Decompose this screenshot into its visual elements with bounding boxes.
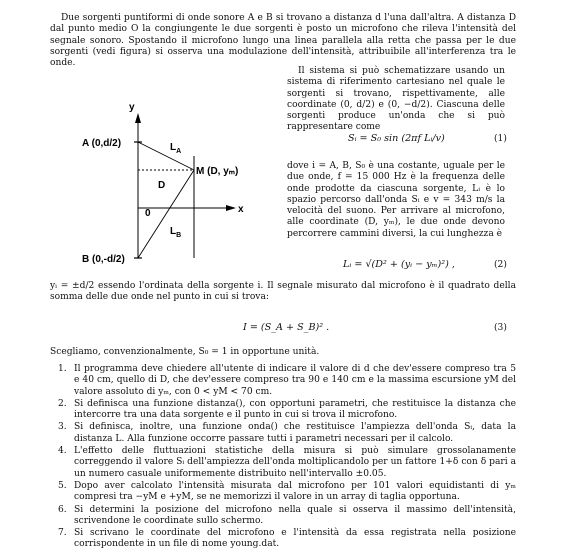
task-list-item-number: 1. — [58, 364, 67, 374]
intro-paragraph: Due sorgenti puntiformi di onde sonore A e B si trovano a distanza d l'una dall'altra. A distanza D dal punto medio O la congiungente le due sorgenti è posto un microfono che rileva l'intensità del segnale sonoro. Spostando il microfono lungo una linea parallela alla retta che passa per le due sorgenti (vedi figura) si osserva una modulazione dell'intensità, attribuibile all'interferenza tra le onde. — [50, 13, 516, 69]
task-list-item-number: 3. — [58, 422, 67, 433]
task-list-item-text: Si definisca, inoltre, una funzione onda() che restituisce l'ampiezza dell'onda Sᵢ, data la distanza L. Alla funzione occorre passare tutti i parametri necessari per il calcolo. — [74, 422, 516, 444]
equation-3: I = (S_A + S_B)² . — [243, 322, 330, 333]
convention-sentence: Scegliamo, convenzionalmente, S₀ = 1 in opportune unità. — [50, 347, 320, 357]
path-lb-label: $L_B$ — [170, 226, 182, 239]
task-list-item-number: 4. — [58, 446, 67, 457]
task-list-item — [50, 422, 516, 445]
distance-d-label: D — [158, 180, 166, 191]
after-equation-2-paragraph: yᵢ = ±d/2 essendo l'ordinata della sorgente i. Il segnale misurato dal microfono è il quadrato della somma delle due onde nel punto in cui si trova: — [50, 281, 516, 303]
origin-label: 0 — [145, 208, 151, 219]
task-list-item — [50, 505, 516, 528]
task-list-item-text: Si scrivano le coordinate del microfono e l'intensità da essa registrata nella posizione corrispondente in un file di nome young.dat. — [74, 528, 516, 550]
task-list-item — [50, 364, 516, 398]
right-column-paragraph: Il sistema si può schematizzare usando un sistema di riferimento cartesiano nel quale le sorgenti si trovano, rispettivamente, alle coordinate (0, d/2) e (0, −d/2). Ciascuna delle sorgenti produce un'onda che si può rappresentare come — [287, 66, 505, 133]
task-list-item-text: Dopo aver calcolato l'intensità misurata dal microfono per 101 valori equidistanti di yₘ compresi tra −yM e +yM, se ne memorizzi il valore in un array di taglia opportuna. — [74, 480, 516, 503]
path-la-line — [138, 142, 194, 170]
task-list-item — [50, 481, 516, 504]
task-list-item-text: Si definisca una funzione distanza(), con opportuni parametri, che restituisce la distanza che intercorre tra una data sorgente e il punto in cui si trova il microfono. — [74, 398, 516, 421]
coordinate-figure — [78, 98, 278, 268]
equation-2-number: (2) — [494, 260, 507, 270]
task-list-item — [50, 528, 516, 551]
equation-3-number: (3) — [494, 323, 507, 333]
equation-2: Lᵢ = √(D² + (yᵢ − yₘ)²) , — [343, 259, 455, 270]
task-list-item-text: Il programma deve chiedere all'utente di indicare il valore di d che dev'essere compreso tra 5 e 40 cm, quello di D, che dev'essere compreso tra 90 e 140 cm e la massima escursione yM del valore assoluto di yₘ, con 0 < yM < 70 cm. — [74, 364, 516, 397]
equation-1: Sᵢ = S₀ sin (2πf Lᵢ/v) — [348, 133, 445, 144]
x-axis-label: x — [238, 204, 244, 215]
task-list-item-text: Si determini la posizione del microfono nella quale si osserva il massimo dell'intensità, scrivendone le coordinate sullo schermo. — [74, 504, 516, 526]
equation-1-number: (1) — [494, 134, 507, 144]
source-b-label: B (0,-d/2) — [82, 254, 125, 265]
task-list-item — [50, 446, 516, 480]
task-list-item-number: 7. — [58, 528, 67, 539]
right-column-paragraph-2: dove i = A, B, S₀ è una costante, uguale per le due onde, f = 15 000 Hz è la frequenza delle onde prodotte da ciascuna sorgente, Lᵢ è lo spazio percorso dall'onda Sᵢ e v = 343 m/s la velocità del suono. Per arrivare al microfono, alle coordinate (D, yₘ), le due onde devono percorrere cammini diversi, la cui lunghezza è — [287, 161, 505, 239]
y-axis-label: y — [129, 102, 135, 113]
source-a-label: A (0,d/2) — [82, 138, 122, 149]
y-axis-arrow — [135, 113, 141, 123]
task-list-item-text: L'effetto delle fluttuazioni statistiche della misura si può simulare grossolanamente correggendo il valore Sᵢ dell'ampiezza dell'onda moltiplicandolo per un fattore 1+δ con δ pari a un numero casuale uniformemente distribuito nell'intervallo ±0.05. — [74, 446, 516, 479]
task-list-item-number: 5. — [58, 480, 67, 491]
task-list-item-number: 6. — [58, 504, 67, 515]
x-axis-arrow — [226, 205, 236, 211]
task-list-item-number: 2. — [58, 398, 67, 409]
task-list — [50, 364, 516, 552]
microphone-label: M (D, yₘ) — [196, 166, 239, 177]
path-la-label: $L_A$ — [170, 142, 182, 155]
task-list-item — [50, 399, 516, 422]
